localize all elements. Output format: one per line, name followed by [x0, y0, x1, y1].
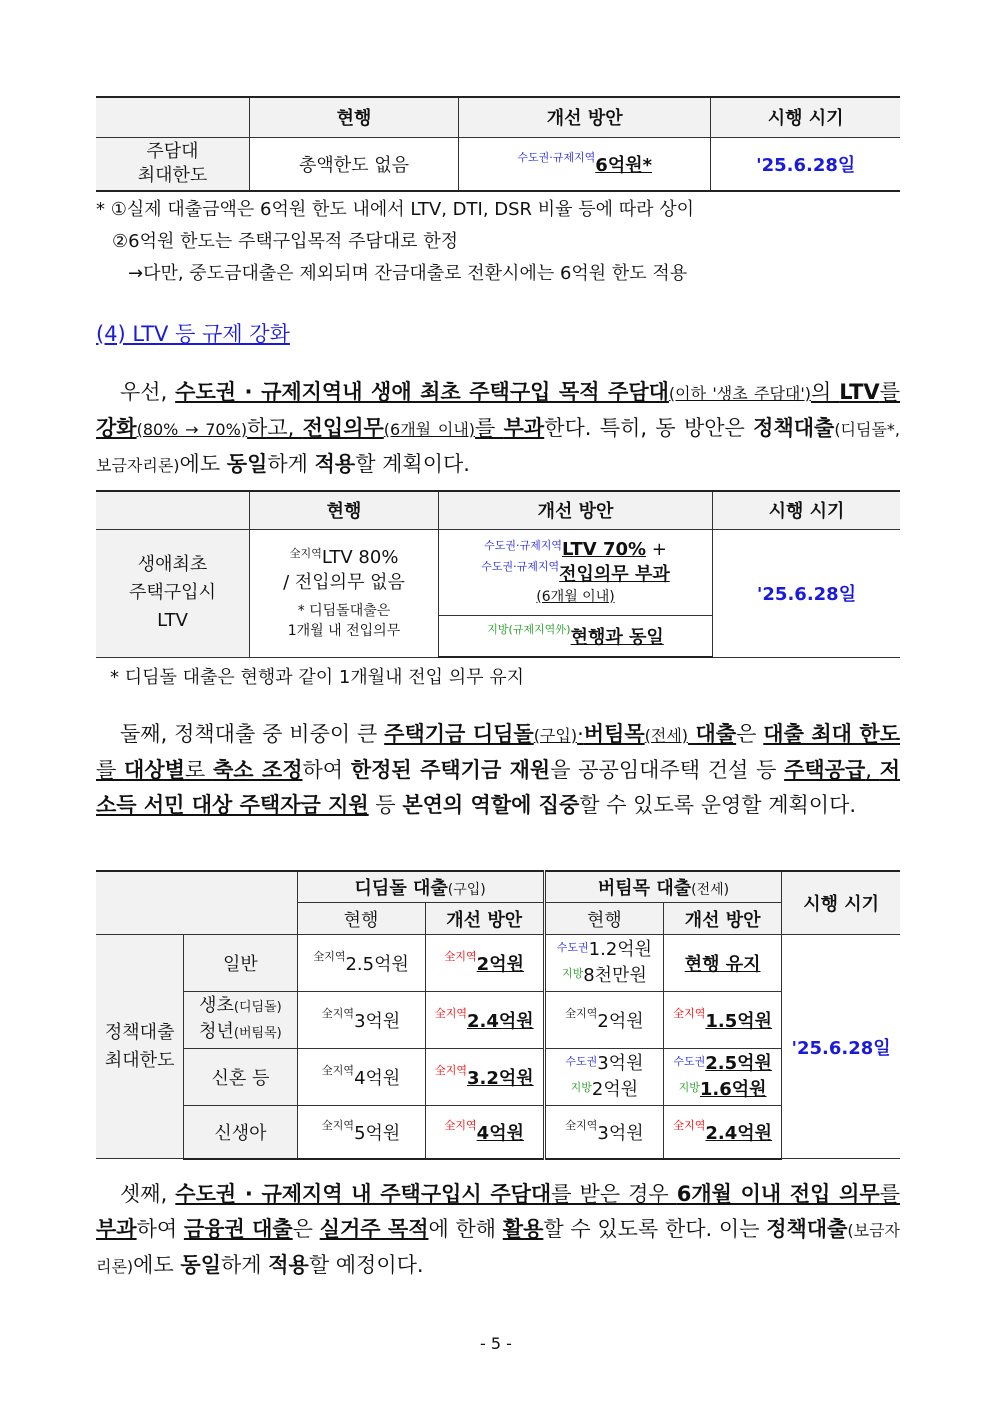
proposal-ltv: LTV 70% [562, 538, 647, 560]
header-proposal: 개선 방안 [459, 97, 711, 137]
text-segment: 은 [736, 722, 764, 746]
label-sub: (버팀목) [233, 1026, 282, 1041]
region-tag: 全지역 [565, 1118, 598, 1132]
text-segment: 한다. 특히, 동 방안은 [544, 416, 754, 440]
beotimmok-current-local: 8천만원 [583, 965, 647, 986]
row-label: 주담대 최대한도 [96, 137, 250, 191]
text-segment: 를 [879, 1182, 900, 1206]
header-current: 현행 [544, 903, 663, 935]
text-segment: 하여 [302, 758, 351, 782]
beotimmok-proposal: 1.5억원 [705, 1011, 773, 1032]
section-heading: (4) LTV 등 규제 강화 [96, 322, 290, 346]
proposal-value: 6억원* [595, 154, 653, 176]
text-segment: 금융권 대출 [183, 1217, 293, 1241]
text-segment: 활용 [502, 1217, 544, 1241]
text-segment: 셋째, [120, 1182, 176, 1206]
policy-loan-limit-table [96, 870, 900, 1160]
ltv-table [96, 490, 900, 658]
effective-date: '25.6.28일 [711, 137, 900, 191]
header-date: 시행 시기 [711, 97, 900, 137]
current-move-in: / 전입의무 없음 [283, 571, 405, 593]
region-tag: 全지역 [313, 950, 346, 963]
text-segment: , [865, 758, 880, 782]
beotimmok-current-metro: 3억원 [597, 1053, 644, 1074]
footnote: * 디딤돌 대출은 현행과 같이 1개월내 전입 의무 유지 [110, 667, 524, 688]
proposal-cell [459, 137, 711, 191]
label-sub: (디딤돌) [233, 1000, 282, 1015]
region-tag: 全지역 [289, 546, 322, 560]
beotimmok-current: 2억원 [597, 1011, 644, 1032]
proposal-move-in: 전입의무 부과 [559, 563, 670, 585]
region-tag: 全지역 [321, 1118, 355, 1132]
mortgage-limit-table [96, 96, 900, 192]
region-tag: 지방 [561, 967, 584, 980]
header-date: 시행 시기 [782, 871, 900, 935]
text-segment: 할 예정이다. [308, 1253, 424, 1277]
page-number: - 5 - [480, 1334, 512, 1353]
text-segment: 에도 [179, 452, 227, 476]
region-tag: 全지역 [321, 1007, 355, 1020]
text-segment: 강화 [96, 416, 137, 440]
proposal-local-cell [439, 615, 713, 657]
category-label: 일반 [184, 935, 297, 992]
text-segment: 본연의 역할에 집중 [402, 793, 580, 817]
current-ltv: LTV 80% [321, 546, 399, 568]
proposal-local: 현행과 동일 [570, 626, 664, 648]
text-segment: 대상별 [124, 758, 185, 782]
text-segment: 하게 [267, 452, 315, 476]
didimdol-current: 5억원 [354, 1122, 401, 1144]
proposal-move-in-period: (6개월 이내) [536, 588, 615, 605]
text-segment: 할 수 있도록 운영할 계획이다. [579, 793, 857, 817]
text-segment: (보금자리론) [96, 1221, 900, 1276]
didimdol-proposal: 2.4억원 [467, 1011, 534, 1032]
group-didimdol: 디딤돌 대출 [354, 878, 448, 899]
plus-sign: + [646, 538, 667, 560]
region-tag: 수도권 [673, 1055, 706, 1068]
label: 생초 [199, 995, 234, 1016]
text-segment: 에 한해 [428, 1217, 503, 1241]
region-tag: 全지역 [434, 1064, 467, 1077]
footnote: ②6억원 한도는 주택구입목적 주담대로 한정 [112, 231, 459, 252]
beotimmok-proposal: 2.4억원 [705, 1122, 773, 1144]
text-segment: 전입의무 [302, 416, 384, 440]
didimdol-proposal: 3.2억원 [467, 1068, 534, 1089]
text-segment: 축소 조정 [212, 758, 303, 782]
text-segment: 정책대출 [766, 1217, 848, 1241]
text-segment: 은 [292, 1217, 320, 1241]
current-note: * 디딤돌대출은 1개월 내 전입의무 [287, 602, 401, 639]
header-proposal: 개선 방안 [664, 903, 782, 935]
current-cell [250, 529, 439, 657]
didimdol-current: 3억원 [354, 1011, 401, 1032]
region-tag: 수도권 [556, 941, 589, 954]
beotimmok-current-local: 2억원 [591, 1079, 639, 1100]
didimdol-current: 2.5억원 [345, 954, 409, 975]
region-tag: 지방 [678, 1081, 700, 1094]
text-segment: 실거주 [319, 1217, 381, 1241]
header-proposal: 개선 방안 [439, 491, 713, 529]
region-tag: 全지역 [565, 1007, 598, 1020]
label: 청년 [199, 1021, 234, 1042]
text-segment: (디딤돌*, 보금자리론) [96, 420, 901, 475]
text-segment: 를 [475, 416, 504, 440]
text-segment: 우선, [120, 380, 176, 404]
text-segment: 을 공공임대주택 건설 등 [550, 758, 785, 782]
region-tag: 수도권·규제지역 [484, 538, 562, 552]
current-value: 총액한도 없음 [250, 137, 459, 191]
text-segment: 주택기금 디딤돌 [384, 722, 534, 746]
region-tag: 全지역 [321, 1064, 355, 1077]
header-proposal: 개선 방안 [425, 903, 544, 935]
effective-date: '25.6.28일 [782, 935, 900, 1159]
beotimmok-proposal-metro: 2.5억원 [705, 1053, 772, 1074]
effective-date: '25.6.28일 [713, 529, 901, 657]
text-segment: 둘째, 정책대출 중 비중이 큰 [120, 722, 385, 746]
beotimmok-proposal-local: 1.6억원 [699, 1079, 767, 1100]
header-current: 현행 [250, 97, 459, 137]
text-segment: 할 수 있도록 한다. 이는 [543, 1217, 767, 1241]
text-segment: 하여 [136, 1217, 184, 1241]
beotimmok-current: 3억원 [597, 1122, 644, 1144]
text-segment: (80% → 70%) [136, 420, 248, 439]
text-segment: LTV [839, 380, 880, 404]
text-segment: 의 [811, 380, 840, 404]
text-segment: 저소득 서민 대상 주택자금 지원 [96, 758, 900, 817]
group-sub: (전세) [691, 882, 730, 898]
text-segment: 대출 [688, 722, 737, 746]
text-segment: 적용 [268, 1253, 309, 1277]
text-segment: 대출 최대 한도 [763, 722, 901, 746]
footnote: * ①실제 대출금액은 6억원 한도 내에서 LTV, DTI, DSR 비율 등에 따라 상이 [96, 199, 695, 220]
text-segment: (6개월 이내) [383, 420, 476, 439]
paragraph [96, 717, 900, 823]
beotimmok-current-metro: 1.2억원 [588, 939, 653, 960]
text-segment: 부과 [503, 416, 545, 440]
text-segment: (전세) [644, 726, 689, 745]
header-date: 시행 시기 [713, 491, 901, 529]
row-label: 생애최초 주택구입시 LTV [96, 529, 250, 657]
text-segment: 동일 [226, 452, 268, 476]
footnote: →다만, 중도금대출은 제외되며 잔금대출로 전환시에는 6억원 한도 적용 [128, 263, 688, 284]
text-segment: 적용 [314, 452, 356, 476]
text-segment: 할 계획이다. [355, 452, 470, 476]
text-segment: 수도권 · 규제지역 내 주택구입시 주담대 [175, 1182, 552, 1206]
header-current: 현행 [250, 491, 439, 529]
text-segment: 목적 [380, 1217, 429, 1241]
proposal-metro-cell [439, 529, 713, 615]
region-tag: 지방 [570, 1081, 592, 1094]
category-label [184, 992, 297, 1049]
paragraph [96, 1177, 900, 1284]
region-tag: 全지역 [434, 1007, 467, 1020]
text-segment: 하게 [220, 1253, 269, 1277]
region-tag: 수도권 [565, 1055, 598, 1068]
region-tag: 지방(규제지역外) [487, 622, 571, 636]
text-segment: 한정된 주택기금 재원 [350, 758, 551, 782]
text-segment: 로 [184, 758, 213, 782]
text-segment: 등 [368, 793, 403, 817]
beotimmok-proposal: 현행 유지 [664, 935, 782, 992]
text-segment: 주택공급 [784, 758, 866, 782]
region-tag: 全지역 [444, 950, 477, 963]
group-beotimmok: 버팀목 대출 [597, 878, 692, 899]
region-tag: 全지역 [673, 1007, 706, 1020]
category-label: 신생아 [184, 1106, 297, 1159]
region-tag: 全지역 [444, 1118, 477, 1132]
text-segment: · [577, 722, 584, 746]
category-label: 신혼 등 [184, 1049, 297, 1106]
text-segment: 를 [96, 758, 125, 782]
text-segment: 수도권 · 규제지역내 생애 최초 주택구입 목적 주담대 [175, 380, 669, 404]
group-sub: (구입) [447, 882, 486, 898]
text-segment: 부과 [96, 1217, 137, 1241]
text-segment: 를 받은 경우 [551, 1182, 677, 1206]
text-segment: 정책대출 [753, 416, 835, 440]
text-segment: 에도 [133, 1253, 181, 1277]
region-tag: 全지역 [673, 1118, 706, 1132]
region-tag: 수도권·규제지역 [481, 559, 560, 573]
header-current: 현행 [297, 903, 425, 935]
region-tag: 수도권·규제지역 [517, 150, 596, 164]
row-label: 정책대출 최대한도 [96, 935, 184, 1159]
text-segment: 를 [879, 380, 900, 404]
didimdol-proposal: 2억원 [476, 954, 524, 975]
text-segment: 6개월 이내 전입 의무 [676, 1182, 880, 1206]
didimdol-current: 4억원 [354, 1068, 401, 1089]
text-segment: 하고, [247, 416, 303, 440]
paragraph [96, 375, 900, 483]
text-segment: 버팀목 [583, 722, 645, 746]
didimdol-proposal: 4억원 [476, 1122, 524, 1144]
text-segment: (구입) [533, 726, 578, 745]
text-segment: (이하 '생초 주담대') [668, 384, 812, 403]
text-segment: 동일 [180, 1253, 221, 1277]
